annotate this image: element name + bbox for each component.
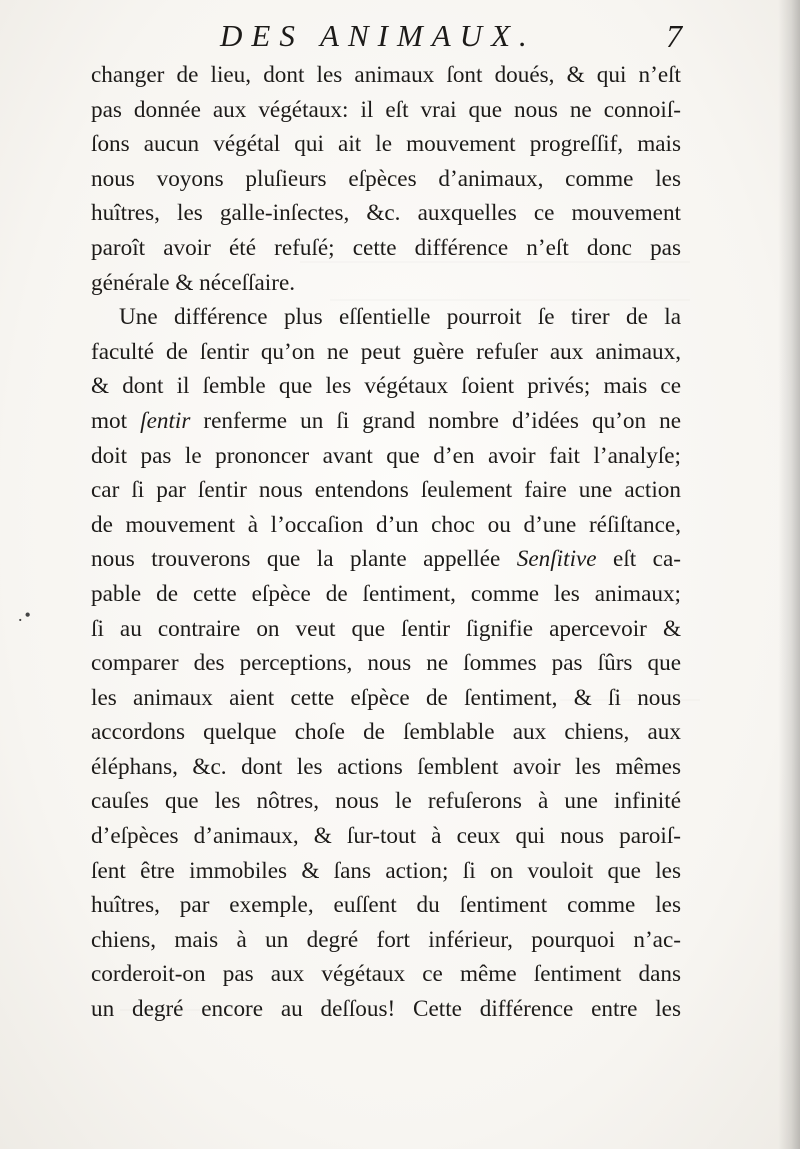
text-line: de mouvement à l’occaſion d’un choc ou d’une réſiſtance, — [91, 511, 681, 538]
text-line: un degré encore au deſſous! Cette différence entre les — [91, 996, 681, 1023]
page-header — [90, 18, 690, 58]
text-line: huîtres, les galle-inſectes, &c. auxquelles ce mouvement — [91, 200, 681, 227]
running-head: DES ANIMAUX. — [220, 18, 536, 53]
text-line: changer de lieu, dont les animaux ſont doués, & qui n’eſt — [91, 62, 681, 88]
text-line: ſent être immobiles & ſans action; ſi on vouloit que les — [91, 857, 681, 884]
text-line: pas donnée aux végétaux: il eſt vrai que nous ne connoiſ- — [91, 96, 681, 123]
text-line: nous trouverons que la plante appellée Senſitive eſt ca- — [91, 546, 681, 573]
text-line: chiens, mais à un degré fort inférieur, pourquoi n’ac- — [91, 926, 681, 953]
text-line: mot ſentir renferme un ſi grand nombre d’idées qu’on ne — [91, 407, 681, 434]
body-text — [91, 58, 681, 1027]
text-line: comparer des perceptions, nous ne ſommes pas ſûrs que — [91, 650, 681, 677]
text-line: paroît avoir été refuſé; cette différence n’eſt donc pas — [91, 234, 681, 261]
text-line: cauſes que les nôtres, nous le refuſerons à une infinité — [91, 788, 681, 815]
text-line: accordons quelque choſe de ſemblable aux chiens, aux — [91, 719, 681, 746]
text-line: les animaux aient cette eſpèce de ſentiment, & ſi nous — [91, 684, 681, 711]
text-line: générale & néceſſaire. — [91, 269, 296, 296]
text-line: pable de cette eſpèce de ſentiment, comme les animaux; — [91, 580, 681, 607]
text-line: ſons aucun végétal qui ait le mouvement progreſſif, mais — [91, 131, 681, 158]
gutter-shadow — [778, 0, 800, 1149]
text-line: faculté de ſentir qu’on ne peut guère refuſer aux animaux, — [91, 338, 681, 365]
paragraph-start-line: Une différence plus eſſentielle pourroit ſe tirer de la — [119, 304, 681, 331]
text-line: & dont il ſemble que les végétaux ſoient privés; mais ce — [91, 373, 681, 400]
text-line: huîtres, par exemple, euſſent du ſentiment comme les — [91, 892, 681, 919]
text-line: corderoit-on pas aux végétaux ce même ſentiment dans — [91, 961, 681, 988]
page-number: 7 — [666, 18, 682, 54]
text-line: car ſi par ſentir nous entendons ſeulement faire une action — [91, 477, 681, 504]
text-line: ſi au contraire on veut que ſentir ſignifie apercevoir & — [91, 615, 681, 642]
margin-mark: .• — [18, 605, 33, 625]
text-line: éléphans, &c. dont les actions ſemblent avoir les mêmes — [91, 753, 681, 780]
text-line: nous voyons pluſieurs eſpèces d’animaux, comme les — [91, 165, 681, 192]
text-line: doit pas le prononcer avant que d’en avoir fait l’analyſe; — [91, 442, 681, 469]
text-line: d’eſpèces d’animaux, & ſur-tout à ceux qui nous paroiſ- — [91, 823, 681, 850]
